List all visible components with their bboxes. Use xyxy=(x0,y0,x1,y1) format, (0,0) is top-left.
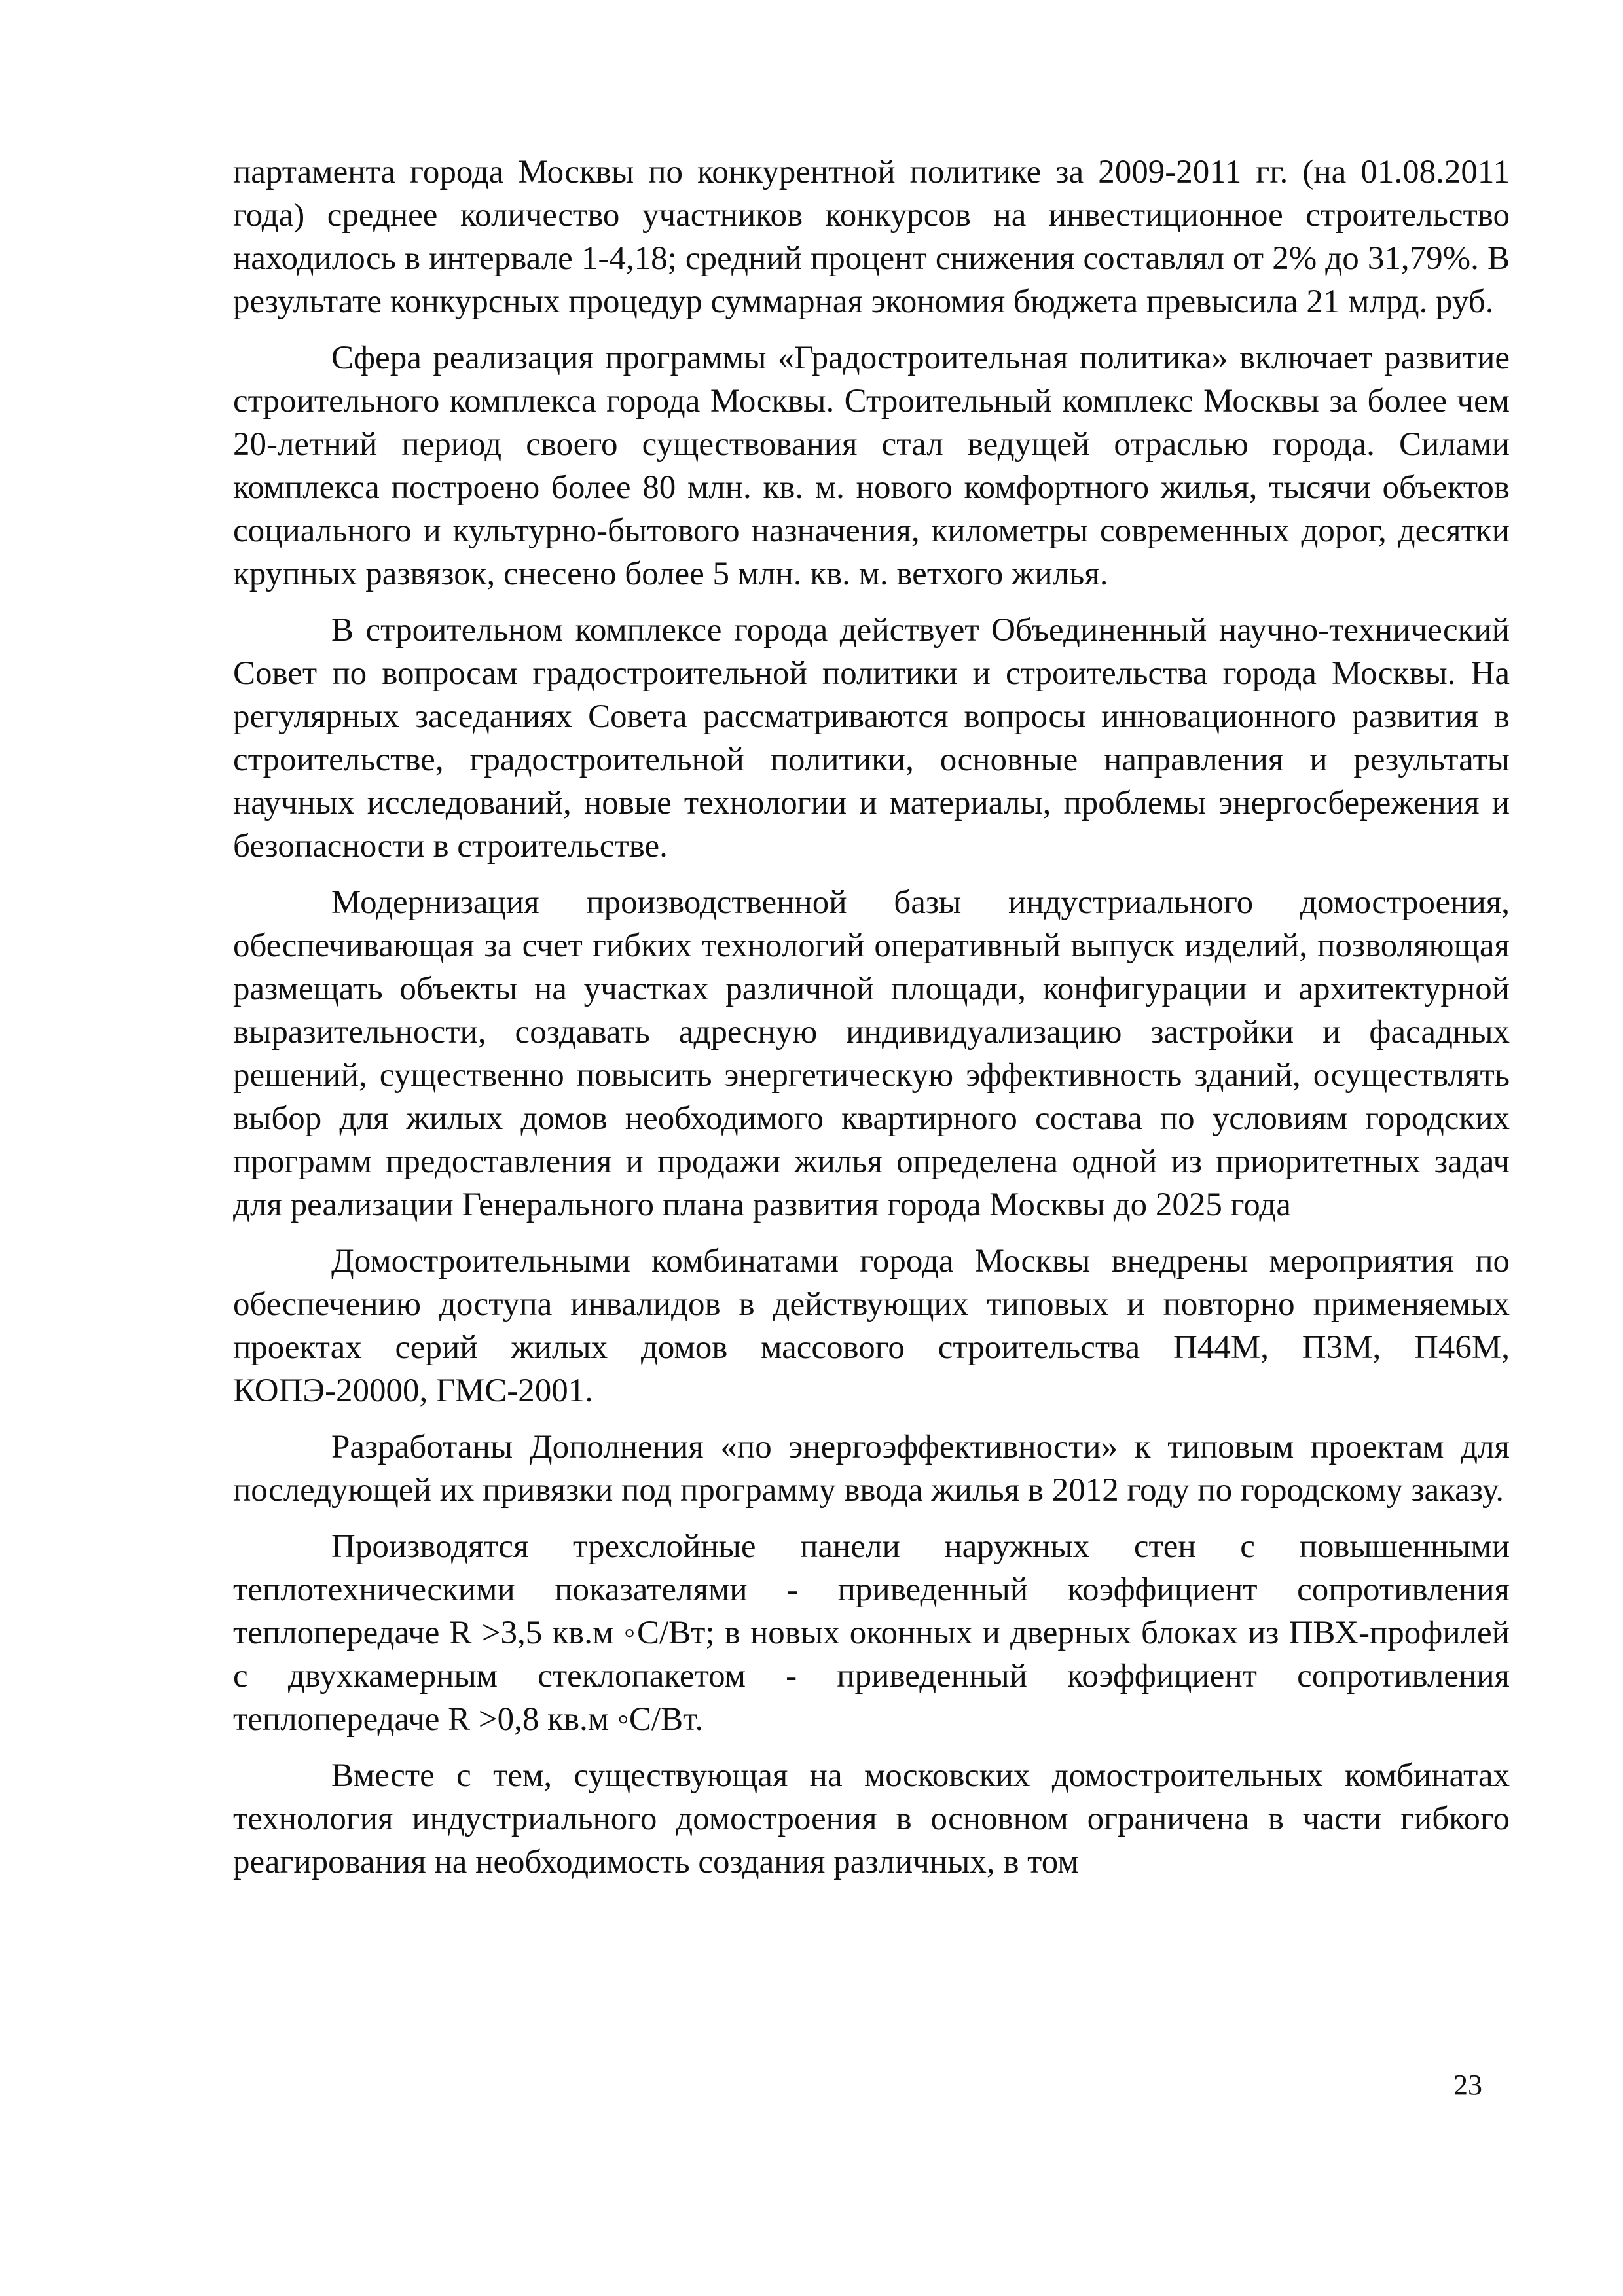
paragraph-6: Разработаны Дополнения «по энергоэффективности» к типовым проектам для последующей их привязки под программу ввода жилья в 2012 году по городскому заказу. xyxy=(233,1429,1510,1509)
paragraph-3: В строительном комплексе города действует Объединенный научно-технический Совет по вопросам градостроительной политики и строительства города Москвы. На регулярных заседаниях Совета рассматриваются вопросы инновационного развития в строительстве, градостроительной политики, основные направления и результаты научных исследований, новые технологии и материалы, проблемы энергосбережения и безопасности в строительстве. xyxy=(233,612,1510,865)
body-text xyxy=(233,151,1510,1897)
page-number: 23 xyxy=(1453,2069,1482,2101)
paragraph-7: Производятся трехслойные панели наружных стен с повышенными теплотехническими показателями - приведенный коэффициент сопротивления теплопередаче R >3,5 кв.м ◦С/Вт; в новых оконных и дверных блоках из ПВХ-профилей с двухкамерным стеклопакетом - приведенный коэффициент сопротивления теплопередаче R >0,8 кв.м ◦С/Вт. xyxy=(233,1528,1510,1738)
paragraph-5: Домостроительными комбинатами города Москвы внедрены мероприятия по обеспечению доступа инвалидов в действующих типовых и повторно применяемых проектах серий жилых домов массового строительства П44М, П3М, П46М, КОПЭ-20000, ГМС-2001. xyxy=(233,1243,1510,1409)
paragraph-1: партамента города Москвы по конкурентной политике за 2009-2011 гг. (на 01.08.2011 года) среднее количество участников конкурсов на инвестиционное строительство находилось в интервале 1-4,18; средний процент снижения составлял от 2% до 31,79%. В результате конкурсных процедур суммарная экономия бюджета превысила 21 млрд. руб. xyxy=(233,154,1510,320)
paragraph-2: Сфера реализация программы «Градостроительная политика» включает развитие строительного комплекса города Москвы. Строительный комплекс Москвы за более чем 20-летний период своего существования стал ведущей отраслью города. Силами комплекса построено более 80 млн. кв. м. нового комфортного жилья, тысячи объектов социального и культурно-бытового назначения, километры современных дорог, десятки крупных развязок, снесено более 5 млн. кв. м. ветхого жилья. xyxy=(233,340,1510,592)
paragraph-4: Модернизация производственной базы индустриального домостроения, обеспечивающая за счет гибких технологий оперативный выпуск изделий, позволяющая размещать объекты на участках различной площади, конфигурации и архитектурной выразительности, создавать адресную индивидуализацию застройки и фасадных решений, существенно повысить энергетическую эффективность зданий, осуществлять выбор для жилых домов необходимого квартирного состава по условиям городских программ предоставления и продажи жилья определена одной из приоритетных задач для реализации Генерального плана развития города Москвы до 2025 года xyxy=(233,884,1510,1223)
paragraph-8: Вместе с тем, существующая на московских домостроительных комбинатах технология индустриального домостроения в основном ограничена в части гибкого реагирования на необходимость создания различных, в том xyxy=(233,1757,1510,1880)
